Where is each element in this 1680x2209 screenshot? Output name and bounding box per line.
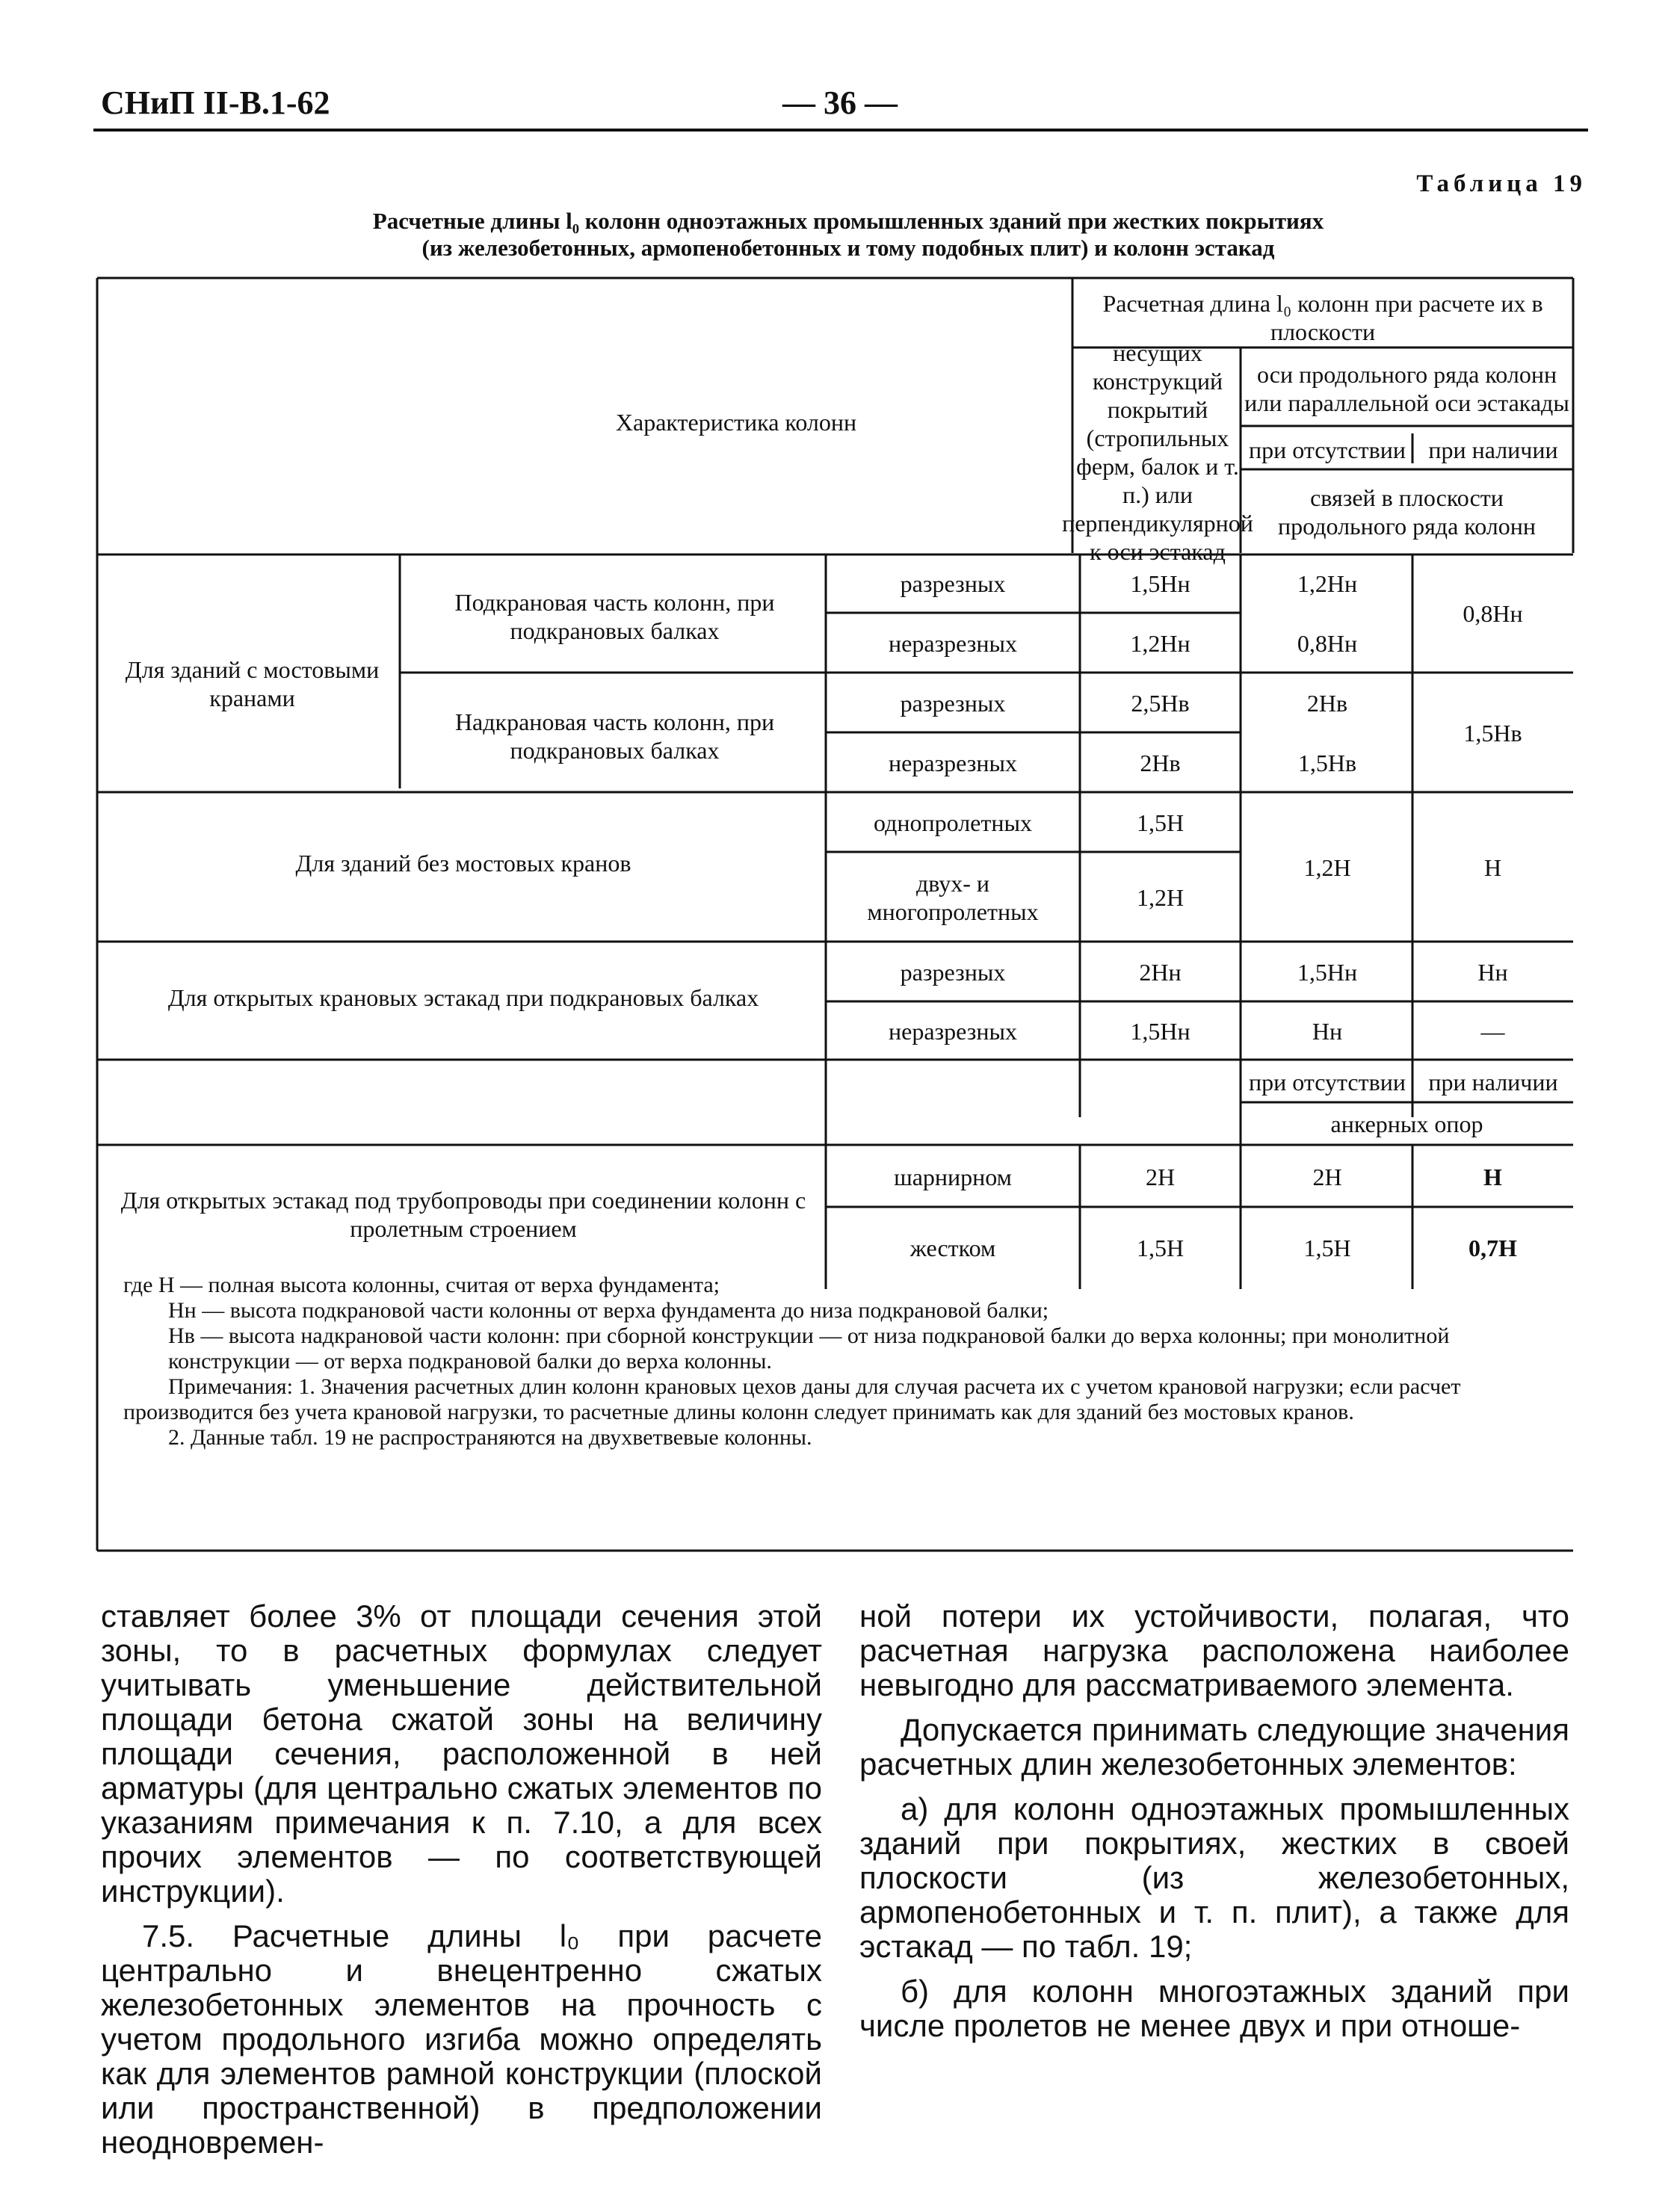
group-upper-part: Надкрановая часть колонн, при подкрановых балках — [454, 708, 775, 764]
caption-line-1: Расчетные длины l₀ колонн одноэтажных промышленных зданий при жестких покрытиях — [372, 208, 1324, 234]
paragraph-item-a: а) для колонн одноэтажных промышленных зданий при покрытиях, жестких в своей плоскости (из железобетонных, армопенобетонных и т. п. плит), а также для эстакад — по табл. 19; — [859, 1791, 1569, 1964]
value-carrying: 1,5H — [1136, 1235, 1185, 1261]
header-characteristic: Характеристика колонн — [615, 409, 857, 436]
row-type: шарнирном — [894, 1163, 1012, 1190]
value-anchor-present: 0,7H — [1469, 1235, 1517, 1261]
group-crane-buildings: Для зданий с мостовыми кранами — [125, 656, 380, 711]
value-ties-absent: 1,2Hн — [1297, 570, 1358, 597]
row-type: двух- и многопролетных — [867, 870, 1039, 925]
document-code: СНиП II-В.1-62 — [101, 84, 330, 121]
row-type: однопролетных — [874, 809, 1032, 836]
value-carrying: 2Hв — [1140, 750, 1181, 776]
note-hn: Hн — высота подкрановой части колонны от верха фундамента до низа подкрановой балки; — [168, 1298, 1049, 1323]
group-lower-part: Подкрановая часть колонн, при подкрановых балках — [454, 589, 775, 644]
note-remark-1: Примечания: 1. Значения расчетных длин колонн крановых цехов даны для случая расчета их с учетом крановой нагрузки; если расчет производится без учета крановой нагрузки, то расчетные длины колонн следует принимать как для зданий без мостовых кранов. — [123, 1374, 1461, 1424]
value-ties-absent: 2Hв — [1306, 690, 1348, 717]
value-ties-present: Hн — [1477, 959, 1508, 986]
body-left-column — [101, 1599, 822, 2170]
value-carrying: 2H — [1145, 1163, 1176, 1190]
anchor-presence: при наличии — [1428, 1068, 1558, 1096]
paragraph-7-5: 7.5. Расчетные длины l₀ при расчете центрально и внецентренно сжатых железобетонных элементов на прочность с учетом продольного изгиба можно определять как для элементов рамной конструкции (плоской или пространственной) в предположении неодновремен- — [101, 1918, 822, 2160]
row-type: неразрезных — [888, 1018, 1018, 1045]
row-type: неразрезных — [888, 630, 1018, 657]
body-right-column — [859, 1599, 1569, 2054]
value-carrying: 2,5Hв — [1131, 690, 1190, 717]
header-ties-presence: при наличии — [1428, 436, 1558, 463]
anchor-supports: анкерных опор — [1330, 1110, 1483, 1137]
value-ties-present: — — [1480, 1018, 1505, 1045]
paragraph: ной потери их устойчивости, полагая, что расчетная нагрузка расположена наиболее невыгодно для рассматриваемого элемента. — [859, 1598, 1569, 1702]
value-ties-absent: 0,8Hн — [1297, 630, 1358, 657]
header-ties-absence: при отсутствии — [1249, 436, 1406, 463]
value-carrying: 2Hн — [1139, 959, 1182, 986]
value-ties-absent: Hн — [1312, 1018, 1343, 1045]
value-anchor-absent: 1,5H — [1303, 1235, 1351, 1261]
table-label: Таблица 19 — [1416, 170, 1587, 197]
anchor-absence: при отсутствии — [1249, 1068, 1406, 1096]
header-ties: связей в плоскости продольного ряда колонн — [1278, 484, 1536, 540]
value-carrying: 1,2Hн — [1130, 630, 1190, 657]
note-hv: Hв — высота надкрановой части колонн: при сборной конструкции — от низа подкрановой балки до верха колонны; при монолитной конструкции — от верха подкрановой балки до верха колонны. — [168, 1323, 1450, 1374]
caption-line-2: (из железобетонных, армопенобетонных и тому подобных плит) и колонн эстакад — [421, 235, 1275, 261]
header-row-axis: оси продольного ряда колонн или параллельной оси эстакады — [1244, 361, 1569, 416]
paragraph: Допускается принимать следующие значения расчетных длин железобетонных элементов: — [859, 1712, 1569, 1782]
value-ties-present: 1,5Hв — [1463, 720, 1522, 747]
value-ties-absent: 1,5Hв — [1297, 750, 1357, 776]
header-design-length: Расчетная длина l₀ колонн при расчете их в плоскости — [1102, 290, 1543, 345]
note-remark-2: 2. Данные табл. 19 не распространяются на двухветвевые колонны. — [168, 1425, 812, 1450]
value-anchor-absent: 2H — [1312, 1163, 1342, 1190]
value-ties-absent: 1,2H — [1303, 854, 1351, 881]
row-type: разрезных — [900, 959, 1006, 986]
group-no-crane: Для зданий без мостовых кранов — [295, 850, 631, 877]
value-ties-present: 0,8Hн — [1463, 600, 1523, 627]
value-ties-present: H — [1483, 854, 1502, 881]
row-type: жестком — [910, 1235, 996, 1261]
value-anchor-present: H — [1483, 1163, 1502, 1190]
value-carrying: 1,5Hн — [1130, 1018, 1190, 1045]
note-h: где H — полная высота колонны, считая от верха фундамента; — [123, 1273, 720, 1297]
group-pipe-trestles: Для открытых эстакад под трубопроводы при соединении колонн с пролетным строением — [120, 1187, 806, 1242]
paragraph-item-b: б) для колонн многоэтажных зданий при числе пролетов не менее двух и при отноше- — [859, 1974, 1569, 2043]
paragraph: ставляет более 3% от площади сечения этой зоны, то в расчетных формулах следует учитывать уменьшение действительной площади бетона сжатой зоны на величину площади сечения, расположенной в ней арматуры (для центрально сжатых элементов по указаниям примечания к п. 7.10, а для всех прочих элементов — по соответствующей инструкции). — [101, 1598, 822, 1909]
value-carrying: 1,5Hн — [1130, 570, 1190, 597]
value-carrying: 1,5H — [1136, 809, 1185, 836]
row-type: разрезных — [900, 690, 1006, 717]
table-notes — [123, 1273, 1562, 1450]
row-type: разрезных — [900, 570, 1006, 597]
value-carrying: 1,2H — [1136, 884, 1185, 911]
header-carrying-structures: несущих конструкций покрытий (стропильных ферм, балок и т. п.) или перпендикулярной к оси эстакад — [1062, 339, 1253, 565]
group-open-crane-trestles: Для открытых крановых эстакад при подкрановых балках — [167, 984, 759, 1011]
page-number: — 36 — — [782, 84, 898, 121]
value-ties-absent: 1,5Hн — [1297, 959, 1358, 986]
row-type: неразрезных — [888, 750, 1018, 776]
